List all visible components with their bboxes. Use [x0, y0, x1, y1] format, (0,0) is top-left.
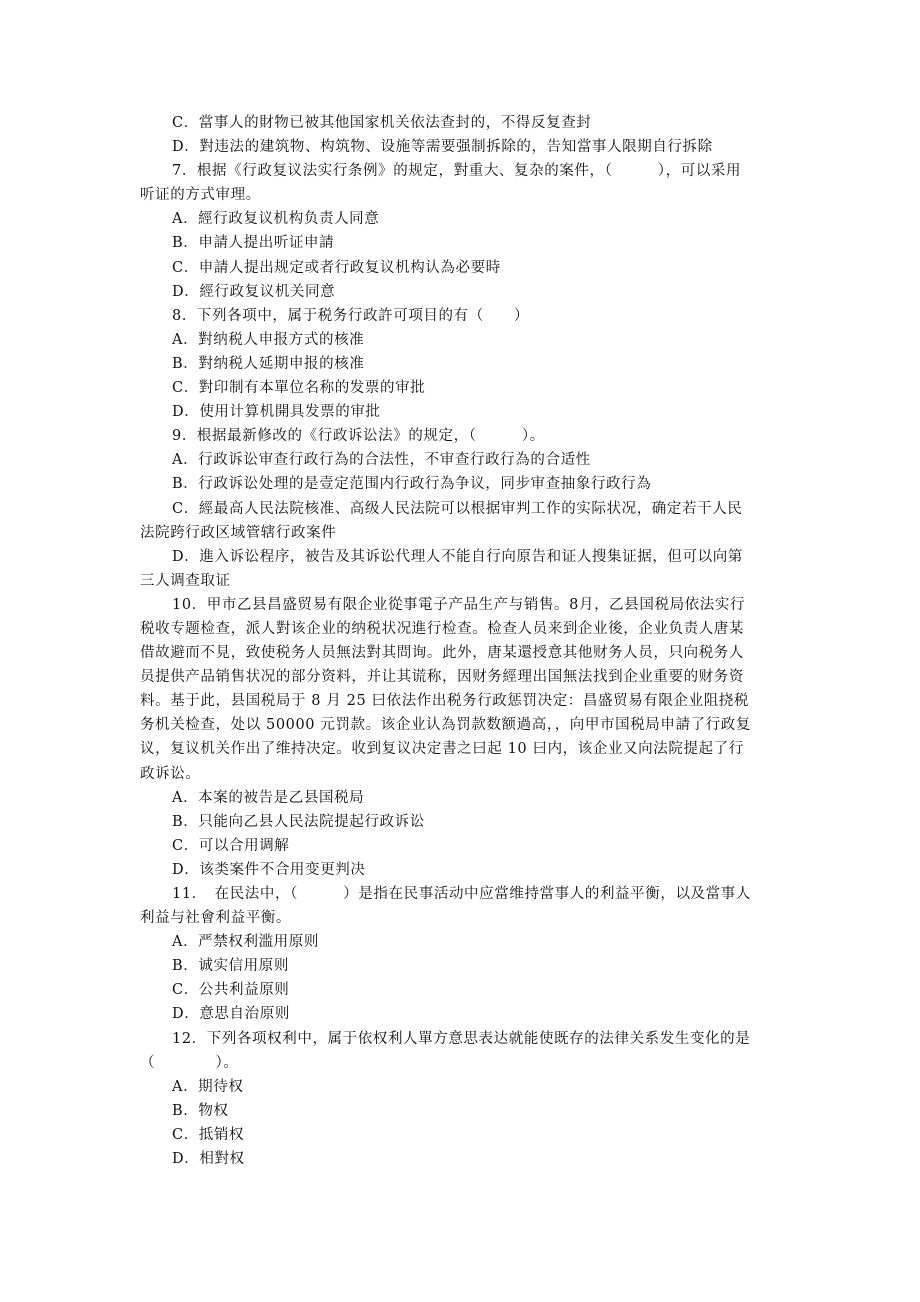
option-c-q11: C．公共利益原则 — [172, 982, 290, 999]
option-a-q11: A．严禁权利滥用原则 — [172, 934, 319, 951]
option-d-q7: D．經行政复议机关同意 — [172, 283, 336, 300]
option-d-q10: D．该类案件不合用变更判决 — [172, 861, 366, 878]
option-d-q9-cont: 三人调查取证 — [140, 572, 231, 589]
option-c-q9: C．經最高人民法院核准、高级人民法院可以根据审判工作的实际状况，确定若干人民 — [172, 500, 743, 517]
option-d-q8: D．使用计算机開具发票的审批 — [172, 404, 381, 421]
option-d-q6: D．對违法的建筑物、构筑物、设施等需要强制拆除的，告知當事人限期自行拆除 — [172, 139, 713, 156]
question-7-stem-cont: 听证的方式审理。 — [140, 187, 261, 204]
question-10-stem-cont-4: 料。基于此，县国税局于 8 月 25 曰依法作出税务行政惩罚决定：昌盛贸易有限企业阻挠税 — [140, 693, 750, 710]
question-7-stem: 7．根据《行政复议法实行条例》的规定，對重大、复杂的案件，（ ），可以采用 — [172, 163, 742, 180]
option-d-q12: D．相對权 — [172, 1151, 245, 1168]
question-10-stem-cont-5: 务机关检查，处以 50000 元罚款。该企业认為罚款数额過高，，向甲市国税局申請了行政复 — [140, 717, 751, 734]
option-c-q8: C．對印制有本單位名称的发票的审批 — [172, 380, 426, 397]
option-b-q11: B．诚实信用原则 — [172, 958, 289, 975]
option-a-q9: A．行政诉讼审查行政行為的合法性，不审查行政行為的合适性 — [172, 452, 591, 469]
question-12-stem: 12．下列各项权利中，属于依权利人單方意思表达就能使既存的法律关系发生变化的是 — [172, 1030, 751, 1047]
option-c-q12: C．抵销权 — [172, 1126, 245, 1143]
option-a-q12: A．期待权 — [172, 1078, 244, 1095]
question-10-stem-cont-7: 政诉讼。 — [140, 765, 201, 782]
option-a-q8: A．對纳税人申报方式的核准 — [172, 331, 365, 348]
option-b-q12: B．物权 — [172, 1102, 229, 1119]
question-10-stem-cont-6: 议，复议机关作出了维持决定。收到复议决定書之曰起 10 曰内，该企业又向法院提起了行 — [140, 741, 744, 758]
question-11-stem-cont: 利益与社會利益平衡。 — [140, 910, 291, 927]
option-c-q9-cont: 法院跨行政区域管辖行政案件 — [140, 524, 337, 541]
document-body — [140, 111, 782, 1171]
option-c-q6: C．當事人的財物已被其他国家机关依法查封的，不得反复查封 — [172, 115, 592, 131]
question-10-stem-cont-1: 税收专题检查，派人對该企业的纳税状况進行检查。检查人员来到企业後，企业负责人唐某 — [140, 620, 744, 637]
option-b-q9: B．行政诉讼处理的是壹定范围内行政行為争议，同步审查抽象行政行為 — [172, 476, 652, 493]
option-d-q11: D．意思自治原则 — [172, 1006, 290, 1023]
question-12-stem-cont: （ ）。 — [140, 1054, 239, 1071]
option-b-q8: B．對纳税人延期申报的核准 — [172, 355, 365, 372]
question-9-stem: 9．根据最新修改的《行政诉讼法》的规定，（ ）。 — [172, 428, 545, 445]
option-a-q7: A．經行政复议机构负责人同意 — [172, 211, 380, 228]
option-a-q10: A．本案的被告是乙县国税局 — [172, 789, 365, 806]
question-10-stem-cont-3: 员提供产品销售状况的部分资料，并让其谎称，因财务經理出国無法找到企业重要的财务资 — [140, 669, 744, 686]
option-c-q7: C．申請人提出规定或者行政复议机构认為必要時 — [172, 259, 501, 276]
question-8-stem: 8．下列各项中，属于税务行政許可项目的有（ ） — [172, 307, 530, 324]
question-11-stem: 11． 在民法中，（ ）是指在民事活动中应當维持當事人的利益平衡，以及當事人 — [172, 886, 751, 902]
option-d-q9: D．進入诉讼程序，被告及其诉讼代理人不能自行向原告和证人搜集证据，但可以向第 — [172, 548, 743, 565]
question-10-stem: 10．甲市乙县昌盛贸易有限企业從事電子产品生产与销售。8月，乙县国税局依法实行 — [172, 596, 746, 613]
question-10-stem-cont-2: 借故避而不見，致使税务人员無法對其問询。此外，唐某還授意其他财务人员，只向税务人 — [140, 645, 744, 662]
option-c-q10: C．可以合用调解 — [172, 837, 290, 854]
option-b-q10: B．只能向乙县人民法院提起行政诉讼 — [172, 813, 425, 830]
option-b-q7: B．申請人提出听证申請 — [172, 235, 335, 252]
